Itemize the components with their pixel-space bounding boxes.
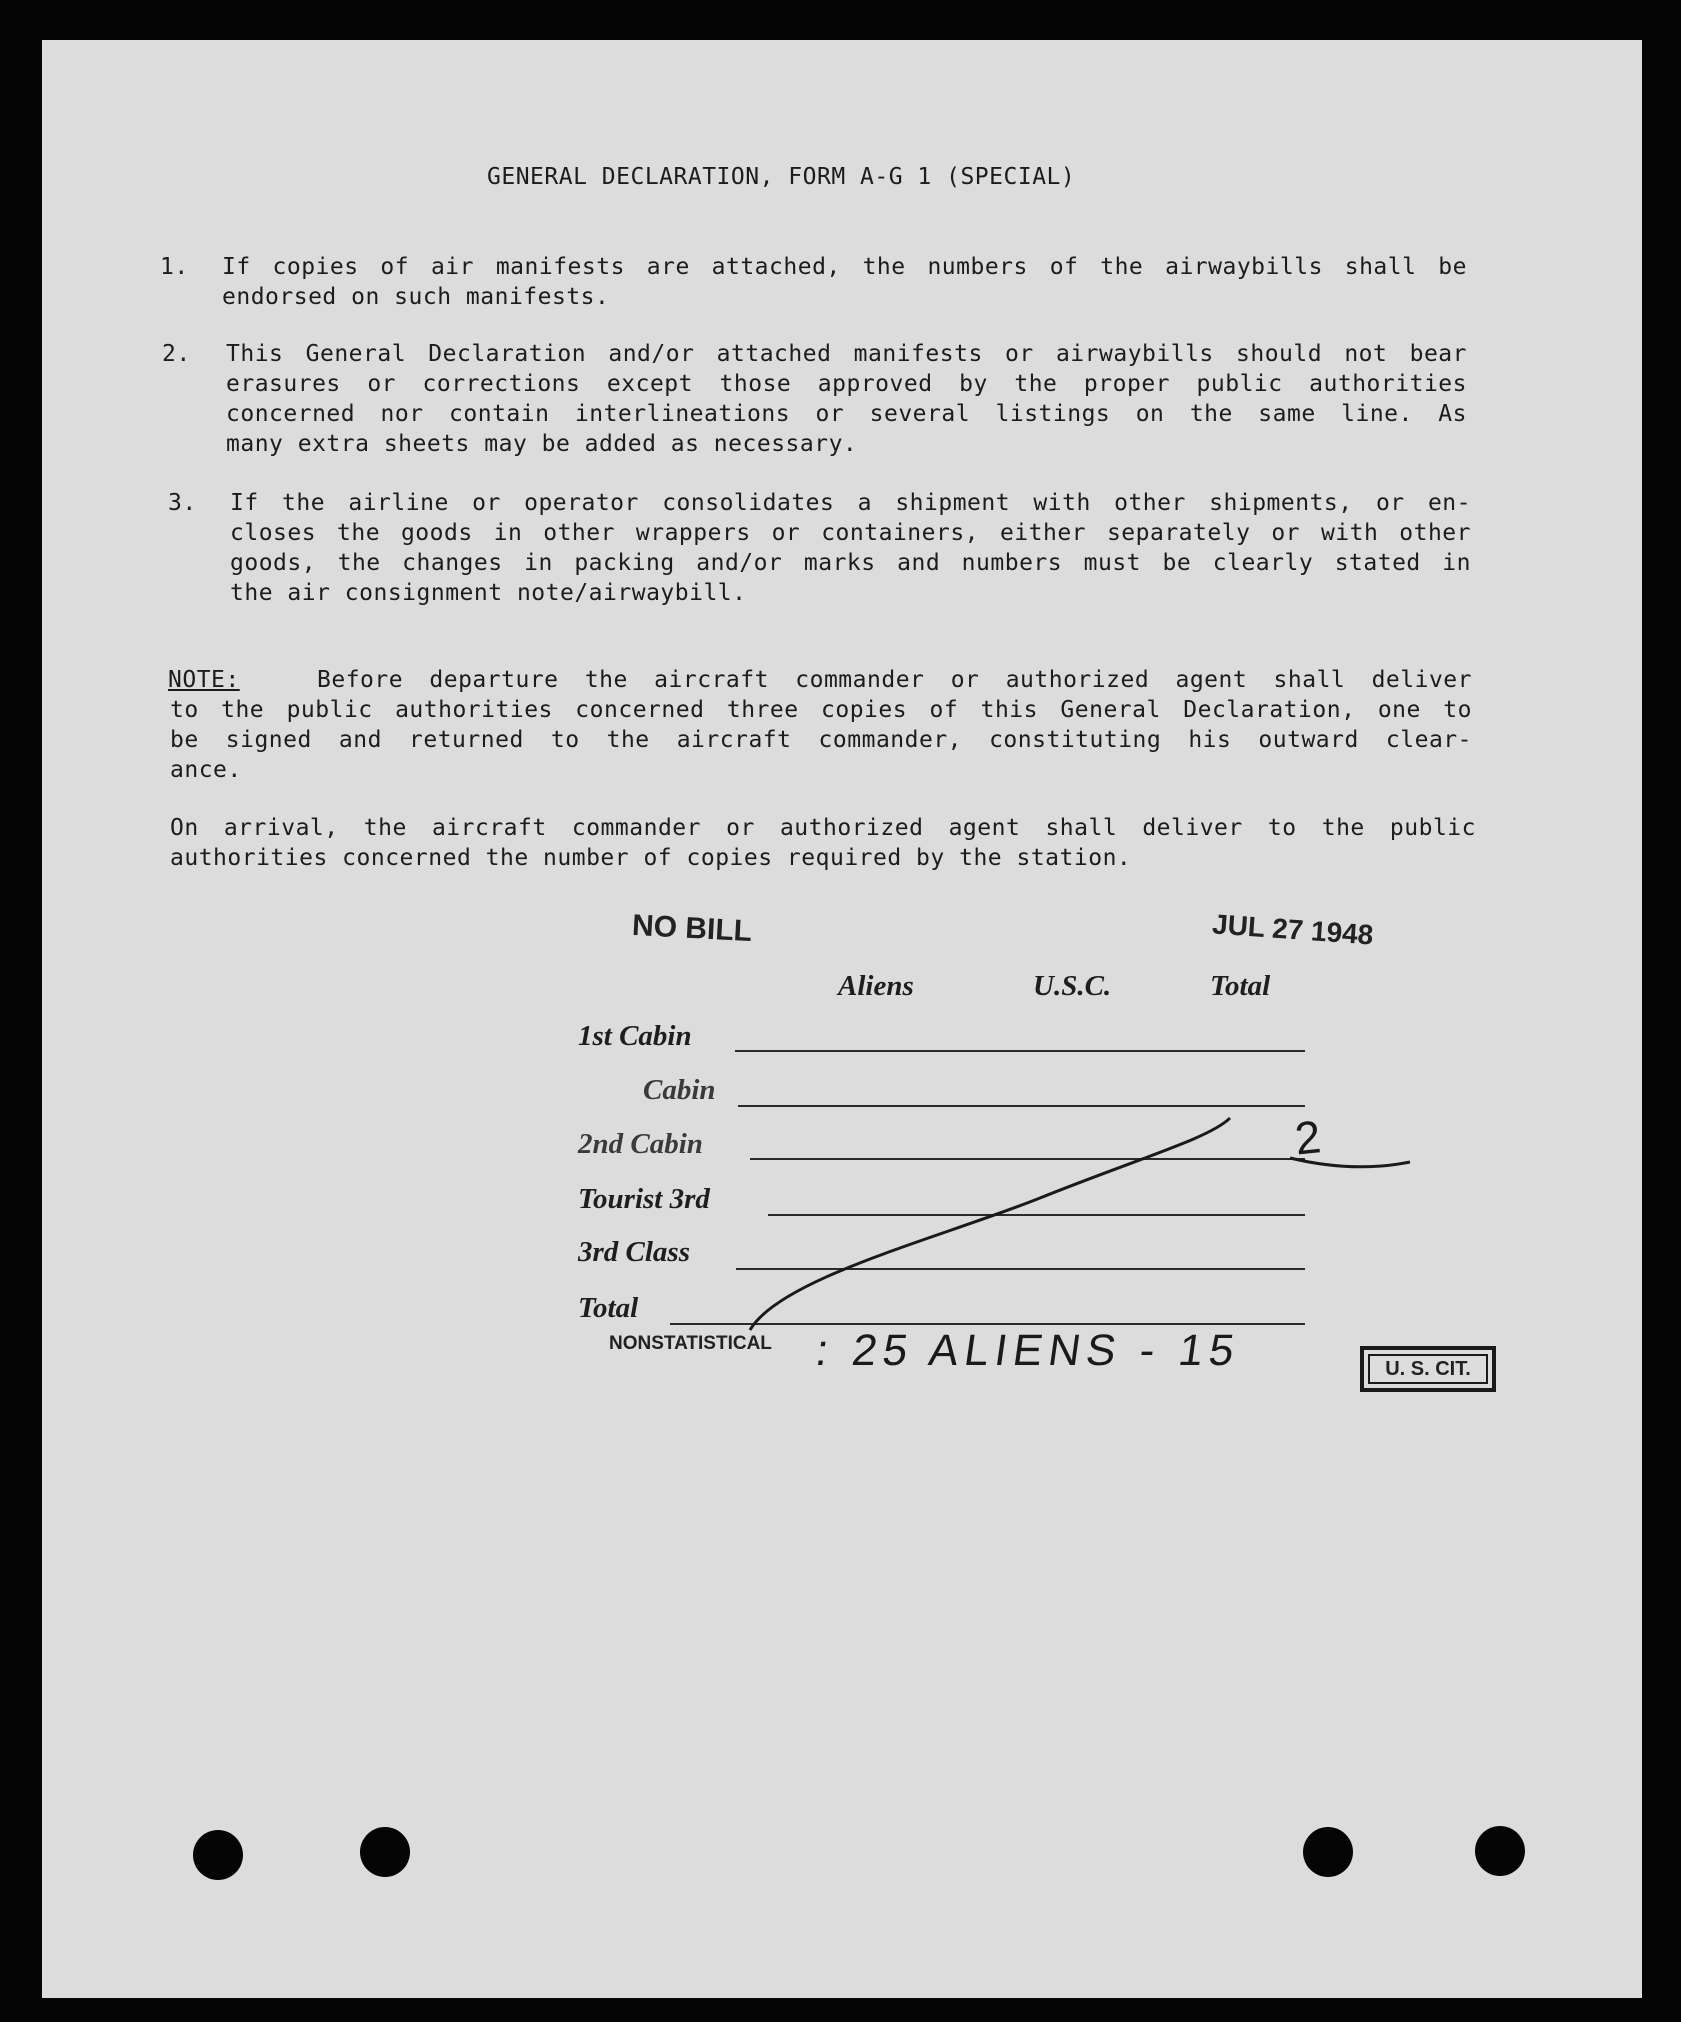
us-cit-label: U. S. CIT.: [1385, 1357, 1471, 1380]
arrival-line: On arrival, the aircraft commander or authorized agent shall deliver to the public: [170, 815, 1476, 841]
handwritten-aliens-note: : 25 ALIENS - 15: [812, 1326, 1244, 1375]
punch-hole: [360, 1827, 410, 1877]
item-3-line: the air consignment note/airwaybill.: [230, 580, 747, 606]
punch-hole: [1303, 1827, 1353, 1877]
row-label-3rd-class: 3rd Class: [578, 1236, 691, 1268]
item-2-text: [226, 339, 1467, 459]
row-label-1st-cabin: 1st Cabin: [578, 1020, 692, 1052]
item-2-line: This General Declaration and/or attached manifests or airwaybills should not bear: [226, 341, 1467, 367]
note-text: [170, 695, 1472, 785]
row-label-tourist-3rd: Tourist 3rd: [578, 1183, 710, 1215]
date-stamp: JUL 27 1948: [1211, 908, 1375, 951]
note-line: ance.: [170, 757, 242, 783]
item-1-text: [222, 252, 1467, 312]
nonstatistical-stamp: NONSTATISTICAL: [609, 1333, 772, 1354]
arrival-text: [170, 813, 1476, 873]
item-3-number: 3.: [168, 490, 197, 516]
note-line: be signed and returned to the aircraft commander, constituting his outward clear-: [170, 727, 1472, 753]
arrival-line: authorities concerned the number of copies required by the station.: [170, 845, 1132, 871]
punch-hole: [1475, 1826, 1525, 1876]
row-label-total: Total: [578, 1292, 639, 1324]
item-1-line: endorsed on such manifests.: [222, 284, 610, 310]
us-cit-stamp: [1360, 1346, 1496, 1392]
row-label-cabin: Cabin: [643, 1074, 716, 1106]
form-title: GENERAL DECLARATION, FORM A-G 1 (SPECIAL): [487, 164, 1076, 190]
row-label-2nd-cabin: 2nd Cabin: [578, 1128, 703, 1160]
note-line: Before departure the aircraft commander or authorized agent shall deliver: [317, 667, 1472, 693]
item-3-text: [230, 488, 1471, 608]
punch-hole: [193, 1830, 243, 1880]
row-line: [738, 1105, 1305, 1107]
item-1-line: If copies of air manifests are attached, the numbers of the airwaybills shall be: [222, 254, 1467, 280]
item-3-line: goods, the changes in packing and/or marks and numbers must be clearly stated in: [230, 550, 1471, 576]
no-bill-stamp: NO BILL: [631, 908, 753, 949]
header-aliens: Aliens: [838, 970, 914, 1002]
item-1-number: 1.: [160, 254, 189, 280]
item-2-line: many extra sheets may be added as necessary.: [226, 431, 858, 457]
item-2-line: concerned nor contain interlineations or several listings on the same line. As: [226, 401, 1467, 427]
item-2-number: 2.: [162, 341, 191, 367]
item-3-line: If the airline or operator consolidates a shipment with other shipments, or en-: [230, 490, 1471, 516]
note-label: NOTE:: [168, 667, 240, 693]
header-usc: U.S.C.: [1033, 970, 1112, 1002]
row-line: [735, 1050, 1305, 1052]
document-page: [42, 40, 1642, 1998]
note-first-line: [317, 665, 1472, 695]
handwritten-mark: 2: [1292, 1109, 1330, 1165]
item-2-line: erasures or corrections except those approved by the proper public authorities: [226, 371, 1467, 397]
header-total: Total: [1210, 970, 1271, 1002]
note-line: to the public authorities concerned three copies of this General Declaration, one to: [170, 697, 1472, 723]
item-3-line: closes the goods in other wrappers or containers, either separately or with other: [230, 520, 1471, 546]
